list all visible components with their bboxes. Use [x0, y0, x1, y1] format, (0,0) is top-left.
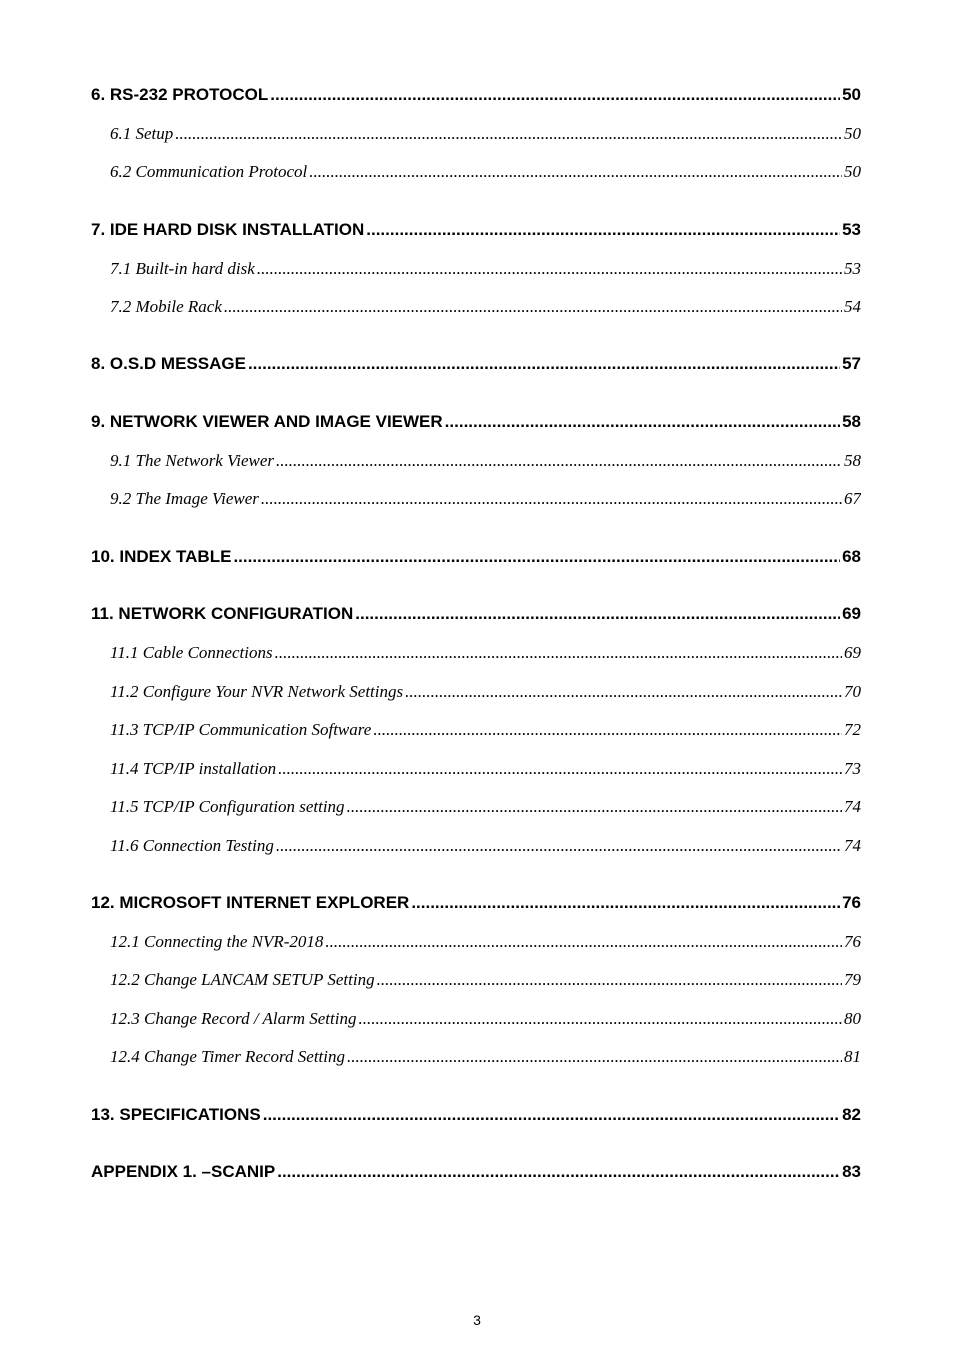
- toc-entry[interactable]: [91, 1047, 861, 1067]
- page-number: 3: [473, 1312, 481, 1328]
- toc-entry[interactable]: [91, 124, 861, 144]
- toc-entry[interactable]: [91, 1009, 861, 1029]
- toc-entry-title: 7.2 Mobile Rack: [110, 297, 222, 316]
- dot-leader: [411, 893, 840, 913]
- dot-leader: [263, 1105, 840, 1125]
- toc-entry-title: 7. IDE HARD DISK INSTALLATION: [91, 220, 365, 239]
- toc-entry[interactable]: [91, 259, 861, 279]
- toc-entry[interactable]: [91, 354, 861, 374]
- toc-entry-page: 76: [844, 932, 861, 951]
- toc-entry[interactable]: [91, 451, 861, 471]
- toc-entry[interactable]: [91, 720, 861, 740]
- toc-entry[interactable]: [91, 604, 861, 624]
- toc-entry-title: APPENDIX 1. –SCANIP: [91, 1162, 276, 1181]
- toc-entry-title: 7.1 Built-in hard disk: [110, 259, 255, 278]
- toc-entry-page: 80: [844, 1009, 861, 1028]
- toc-entry[interactable]: [91, 162, 861, 182]
- toc-entry-page: 79: [844, 970, 861, 989]
- dot-leader: [347, 797, 842, 817]
- dot-leader: [377, 970, 842, 990]
- toc-entry-title: 8. O.S.D MESSAGE: [91, 354, 246, 373]
- toc-entry-page: 69: [842, 604, 861, 623]
- toc-entry-page: 81: [844, 1047, 861, 1066]
- toc-entry[interactable]: [91, 970, 861, 990]
- toc-entry-title: 6. RS-232 PROTOCOL: [91, 85, 269, 104]
- toc-entry[interactable]: [91, 1162, 861, 1182]
- dot-leader: [405, 682, 842, 702]
- dot-leader: [275, 643, 842, 663]
- table-of-contents: [91, 0, 861, 1351]
- toc-entry[interactable]: [91, 759, 861, 779]
- dot-leader: [277, 1162, 840, 1182]
- toc-entry[interactable]: [91, 893, 861, 913]
- dot-leader: [347, 1047, 842, 1067]
- toc-entry-title: 12.1 Connecting the NVR-2018: [110, 932, 324, 951]
- toc-entry-title: 10. INDEX TABLE: [91, 547, 232, 566]
- dot-leader: [175, 124, 842, 144]
- toc-entry[interactable]: [91, 547, 861, 567]
- dot-leader: [248, 354, 840, 374]
- toc-entry[interactable]: [91, 797, 861, 817]
- toc-entry-page: 83: [842, 1162, 861, 1181]
- dot-leader: [276, 836, 842, 856]
- dot-leader: [224, 297, 842, 317]
- toc-entry-title: 11.5 TCP/IP Configuration setting: [110, 797, 345, 816]
- toc-entry-page: 82: [842, 1105, 861, 1124]
- dot-leader: [276, 451, 842, 471]
- toc-entry-page: 50: [844, 162, 861, 181]
- toc-entry[interactable]: [91, 1105, 861, 1125]
- dot-leader: [355, 604, 840, 624]
- toc-entry-title: 12.3 Change Record / Alarm Setting: [110, 1009, 357, 1028]
- dot-leader: [358, 1009, 842, 1029]
- dot-leader: [270, 85, 840, 105]
- toc-entry-title: 9.2 The Image Viewer: [110, 489, 259, 508]
- toc-entry-page: 57: [842, 354, 861, 373]
- toc-entry[interactable]: [91, 297, 861, 317]
- toc-entry-title: 12.2 Change LANCAM SETUP Setting: [110, 970, 375, 989]
- toc-entry-title: 11.2 Configure Your NVR Network Settings: [110, 682, 404, 701]
- toc-entry-title: 12. MICROSOFT INTERNET EXPLORER: [91, 893, 410, 912]
- dot-leader: [257, 259, 842, 279]
- toc-entry-page: 58: [842, 412, 861, 431]
- toc-entry-title: 11.4 TCP/IP installation: [110, 759, 277, 778]
- toc-entry-title: 11.1 Cable Connections: [110, 643, 273, 662]
- toc-entry[interactable]: [91, 220, 861, 240]
- toc-entry-title: 11.6 Connection Testing: [110, 836, 274, 855]
- toc-entry-page: 76: [842, 893, 861, 912]
- toc-entry[interactable]: [91, 682, 861, 702]
- toc-entry-page: 54: [844, 297, 861, 316]
- toc-entry-page: 69: [844, 643, 861, 662]
- dot-leader: [309, 162, 842, 182]
- toc-entry-page: 50: [842, 85, 861, 104]
- toc-entry-title: 9. NETWORK VIEWER AND IMAGE VIEWER: [91, 412, 443, 431]
- toc-entry-title: 12.4 Change Timer Record Setting: [110, 1047, 345, 1066]
- toc-entry-page: 53: [844, 259, 861, 278]
- toc-entry-page: 58: [844, 451, 861, 470]
- toc-entry-page: 50: [844, 124, 861, 143]
- toc-entry[interactable]: [91, 932, 861, 952]
- toc-entry-title: 11. NETWORK CONFIGURATION: [91, 604, 354, 623]
- toc-entry[interactable]: [91, 85, 861, 105]
- toc-entry-title: 11.3 TCP/IP Communication Software: [110, 720, 372, 739]
- dot-leader: [233, 547, 840, 567]
- toc-entry-page: 74: [844, 836, 861, 855]
- dot-leader: [278, 759, 842, 779]
- toc-entry-page: 72: [844, 720, 861, 739]
- dot-leader: [366, 220, 840, 240]
- toc-entry-page: 73: [844, 759, 861, 778]
- toc-entry-page: 74: [844, 797, 861, 816]
- toc-entry[interactable]: [91, 836, 861, 856]
- toc-entry-page: 67: [844, 489, 861, 508]
- toc-entry-title: 13. SPECIFICATIONS: [91, 1105, 261, 1124]
- dot-leader: [373, 720, 842, 740]
- toc-entry[interactable]: [91, 643, 861, 663]
- toc-entry-title: 6.2 Communication Protocol: [110, 162, 308, 181]
- toc-entry-page: 70: [844, 682, 861, 701]
- dot-leader: [325, 932, 842, 952]
- toc-entry[interactable]: [91, 412, 861, 432]
- toc-entry-title: 6.1 Setup: [110, 124, 174, 143]
- toc-entry-page: 68: [842, 547, 861, 566]
- toc-entry[interactable]: [91, 489, 861, 509]
- dot-leader: [261, 489, 842, 509]
- toc-entry-title: 9.1 The Network Viewer: [110, 451, 274, 470]
- dot-leader: [445, 412, 840, 432]
- toc-entry-page: 53: [842, 220, 861, 239]
